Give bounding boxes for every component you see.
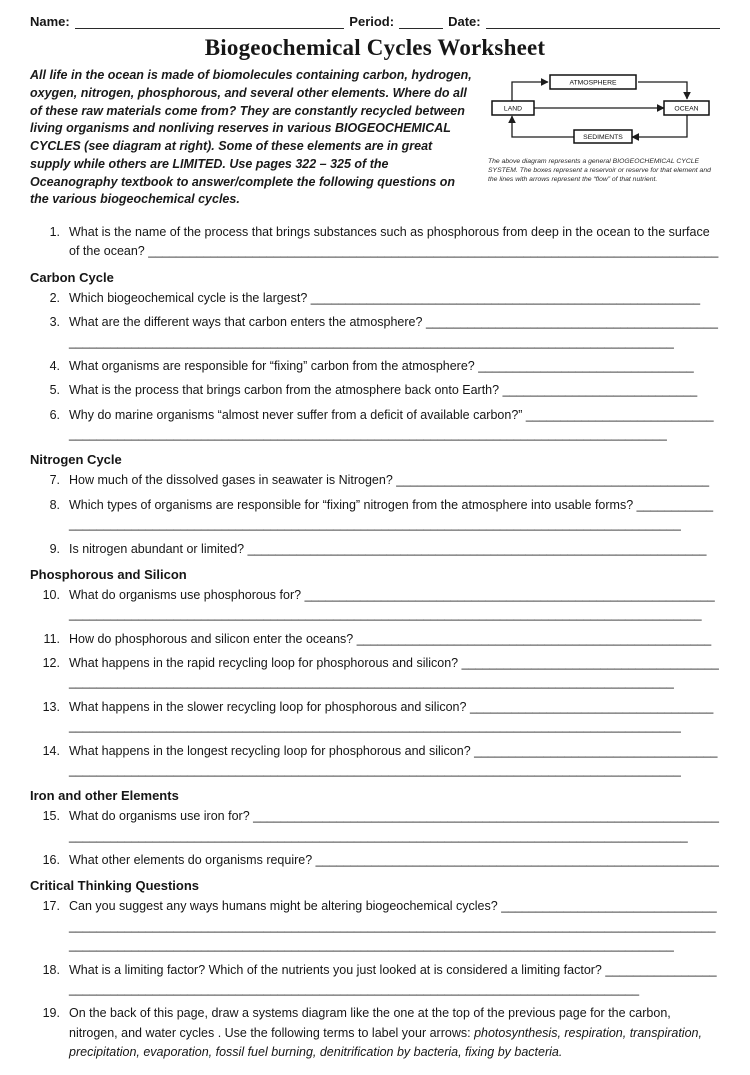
question-number: 14. xyxy=(42,743,60,758)
question-4 xyxy=(30,357,720,376)
question-text: What organisms are responsible for “fixing” carbon from the atmosphere? xyxy=(69,358,475,373)
question-body xyxy=(69,540,720,559)
answer-blank: ___________________________________________________________________________________________________ xyxy=(69,497,714,532)
question-number: 9. xyxy=(49,541,60,556)
answer-blank: __________________________________________________________________________________________________ xyxy=(69,962,717,996)
question-number: 13. xyxy=(42,699,60,714)
question-number: 11. xyxy=(43,631,60,646)
answer-blank: __________________________________________________________ xyxy=(315,853,719,867)
question-11 xyxy=(30,630,720,649)
section-header: Nitrogen Cycle xyxy=(30,452,122,468)
question-body xyxy=(69,586,720,625)
question-1 xyxy=(30,223,720,262)
question-body xyxy=(69,1004,720,1062)
question-number: 4. xyxy=(49,358,60,373)
answer-blank: ___________________________________________________ xyxy=(356,631,712,646)
question-body xyxy=(69,698,720,737)
question-15 xyxy=(30,807,720,846)
question-text: What do organisms use iron for? xyxy=(69,809,250,824)
question-text: What do organisms use phosphorous for? xyxy=(69,587,302,602)
sediments-label: SEDIMENTS xyxy=(583,134,623,141)
answer-blank: _________________________________________________________________________________________________________________________________ xyxy=(69,315,718,349)
question-number: 19. xyxy=(42,1006,60,1021)
question-number: 10. xyxy=(42,587,60,602)
question-body xyxy=(69,742,720,781)
question-2 xyxy=(30,289,720,308)
questions xyxy=(30,223,720,1062)
question-text: What happens in the slower recycling loop for phosphorous and silicon? xyxy=(69,699,467,714)
question-text: What is the process that brings carbon from the atmosphere back onto Earth? xyxy=(69,383,500,398)
question-10 xyxy=(30,586,720,625)
question-body xyxy=(69,961,720,1000)
question-body xyxy=(69,381,720,400)
question-body xyxy=(69,471,720,490)
cycle-diagram-graphic xyxy=(488,71,713,151)
question-number: 3. xyxy=(49,315,60,330)
question-text: What is a limiting factor? Which of the nutrients you just looked at is considered a limiting factor? xyxy=(69,962,602,977)
question-number: 2. xyxy=(49,290,60,305)
answer-blank: ___________________________________________________________________________________________________________________________ xyxy=(69,743,718,777)
question-text: Which types of organisms are responsible for “fixing” nitrogen from the atmosphere into usable forms? xyxy=(69,497,634,512)
ocean-label: OCEAN xyxy=(674,105,699,113)
question-text: How do phosphorous and silicon enter the oceans? xyxy=(69,631,354,646)
name-blank xyxy=(75,14,345,29)
answer-blank: ____________________________ xyxy=(502,383,698,398)
name-period-date-row xyxy=(30,14,720,29)
question-5 xyxy=(30,381,720,400)
question-text: Can you suggest any ways humans might be altering biogeochemical cycles? xyxy=(69,899,498,914)
question-italic-terms: photosynthesis, respiration, transpiration, precipitation, evaporation, fossil fuel burning, denitrification by bacteria, fixing by bacteria. xyxy=(69,1025,702,1059)
question-number: 12. xyxy=(42,656,60,670)
answer-blank: __________________________________________________________________ xyxy=(247,541,707,556)
question-12 xyxy=(30,654,720,693)
intro-paragraph: All life in the ocean is made of biomolecules containing carbon, hydrogen, oxygen, nitrogen, phosphorous, and several other elements. Where do all of these raw materials come from? They are constantly recycled between living organisms and nonliving reserves in various BIOGEOCHEMICAL CYCLES (see diagram at right). Some of these elements are in great supply while others are LIMITED. Use pages 322 – 325 of the Oceanography textbook to answer/complete the following questions on the various biogeochemical cycles. xyxy=(30,68,472,207)
name-label: Name: xyxy=(30,14,70,29)
period-blank xyxy=(399,14,443,29)
answer-blank: _____________________________________________ xyxy=(396,473,710,488)
answer-blank: ____________________________________________________________________________________________________________________________________________________________ xyxy=(69,809,719,843)
question-text: How much of the dissolved gases in seawater is Nitrogen? xyxy=(69,473,393,488)
question-9 xyxy=(30,540,720,559)
question-14 xyxy=(30,742,720,781)
question-8 xyxy=(30,496,720,535)
question-body xyxy=(69,357,720,376)
biogeochemical-cycle-diagram xyxy=(488,67,720,209)
question-text: What is the name of the process that brings substances such as phosphorous from deep in the ocean to the surface of the ocean? xyxy=(69,225,710,259)
question-6 xyxy=(30,406,720,445)
answer-blank: ___________________________________________________________________________________________________________________________________________________________________________________________________________________ xyxy=(69,899,717,953)
answer-blank: ___________________________________________________________________________________________________________________________ xyxy=(69,699,714,734)
date-blank xyxy=(486,14,720,29)
question-body xyxy=(69,654,720,693)
question-number: 18. xyxy=(42,962,60,977)
question-number: 8. xyxy=(49,497,60,512)
question-number: 16. xyxy=(42,853,60,867)
section-header: Iron and other Elements xyxy=(30,788,179,804)
answer-blank: ____________________________________________________________________________________________________________________________ xyxy=(69,656,719,690)
question-18 xyxy=(30,961,720,1000)
question-body xyxy=(69,289,720,308)
question-19 xyxy=(30,1004,720,1062)
answer-blank: _______________________________ xyxy=(478,358,694,373)
question-text: What happens in the rapid recycling loop for phosphorous and silicon? xyxy=(69,656,459,670)
question-number: 17. xyxy=(42,899,60,914)
answer-blank: _________________________________________________________________________________________________________________ xyxy=(69,407,714,441)
intro-section xyxy=(30,67,720,209)
question-text: What are the different ways that carbon enters the atmosphere? xyxy=(69,315,423,330)
section-header: Phosphorous and Silicon xyxy=(30,566,187,582)
question-body xyxy=(69,630,720,649)
question-text: What happens in the longest recycling loop for phosphorous and silicon? xyxy=(69,743,471,758)
answer-blank: __________________________________________________________________________________ xyxy=(148,244,719,259)
question-body xyxy=(69,851,720,870)
land-label: LAND xyxy=(503,105,523,113)
question-number: 5. xyxy=(49,383,60,398)
question-13 xyxy=(30,698,720,737)
date-label: Date: xyxy=(448,14,481,29)
page-title: Biogeochemical Cycles Worksheet xyxy=(204,35,546,60)
question-body xyxy=(69,313,720,352)
question-number: 1. xyxy=(49,225,60,239)
section-header: Critical Thinking Questions xyxy=(30,878,200,894)
question-body xyxy=(69,807,720,846)
answer-blank: ______________________________________________________________________________________________________________________________________________________ xyxy=(69,587,715,622)
question-body xyxy=(69,897,720,955)
question-body xyxy=(69,223,720,262)
question-16 xyxy=(30,851,720,870)
question-body xyxy=(69,406,720,445)
section-header: Carbon Cycle xyxy=(30,269,114,285)
period-label: Period: xyxy=(349,14,395,29)
question-text: On the back of this page, draw a systems diagram like the one at the top of the previous page for the carbon, nitrogen, and water cycles . Use the following terms to label your arrows: xyxy=(69,1006,671,1040)
question-17 xyxy=(30,897,720,955)
question-body xyxy=(69,496,720,535)
question-number: 6. xyxy=(49,407,60,422)
atmosphere-label: ATMOSPHERE xyxy=(569,79,617,87)
question-number: 15. xyxy=(42,809,60,824)
question-text: Which biogeochemical cycle is the largest? xyxy=(69,290,308,305)
question-text: Why do marine organisms “almost never suffer from a deficit of available carbon?” xyxy=(69,407,523,422)
question-number: 7. xyxy=(49,473,60,488)
question-3 xyxy=(30,313,720,352)
question-7 xyxy=(30,471,720,490)
answer-blank: ________________________________________________________ xyxy=(310,290,701,305)
question-text: What other elements do organisms require? xyxy=(69,853,313,867)
diagram-caption: The above diagram represents a general BIOGEOCHEMICAL CYCLE SYSTEM. The boxes represent a reservoir or reserve for that element and the lines with arrows represent the “flow” of that nutrient. xyxy=(488,158,711,183)
question-text: Is nitrogen abundant or limited? xyxy=(69,541,245,556)
